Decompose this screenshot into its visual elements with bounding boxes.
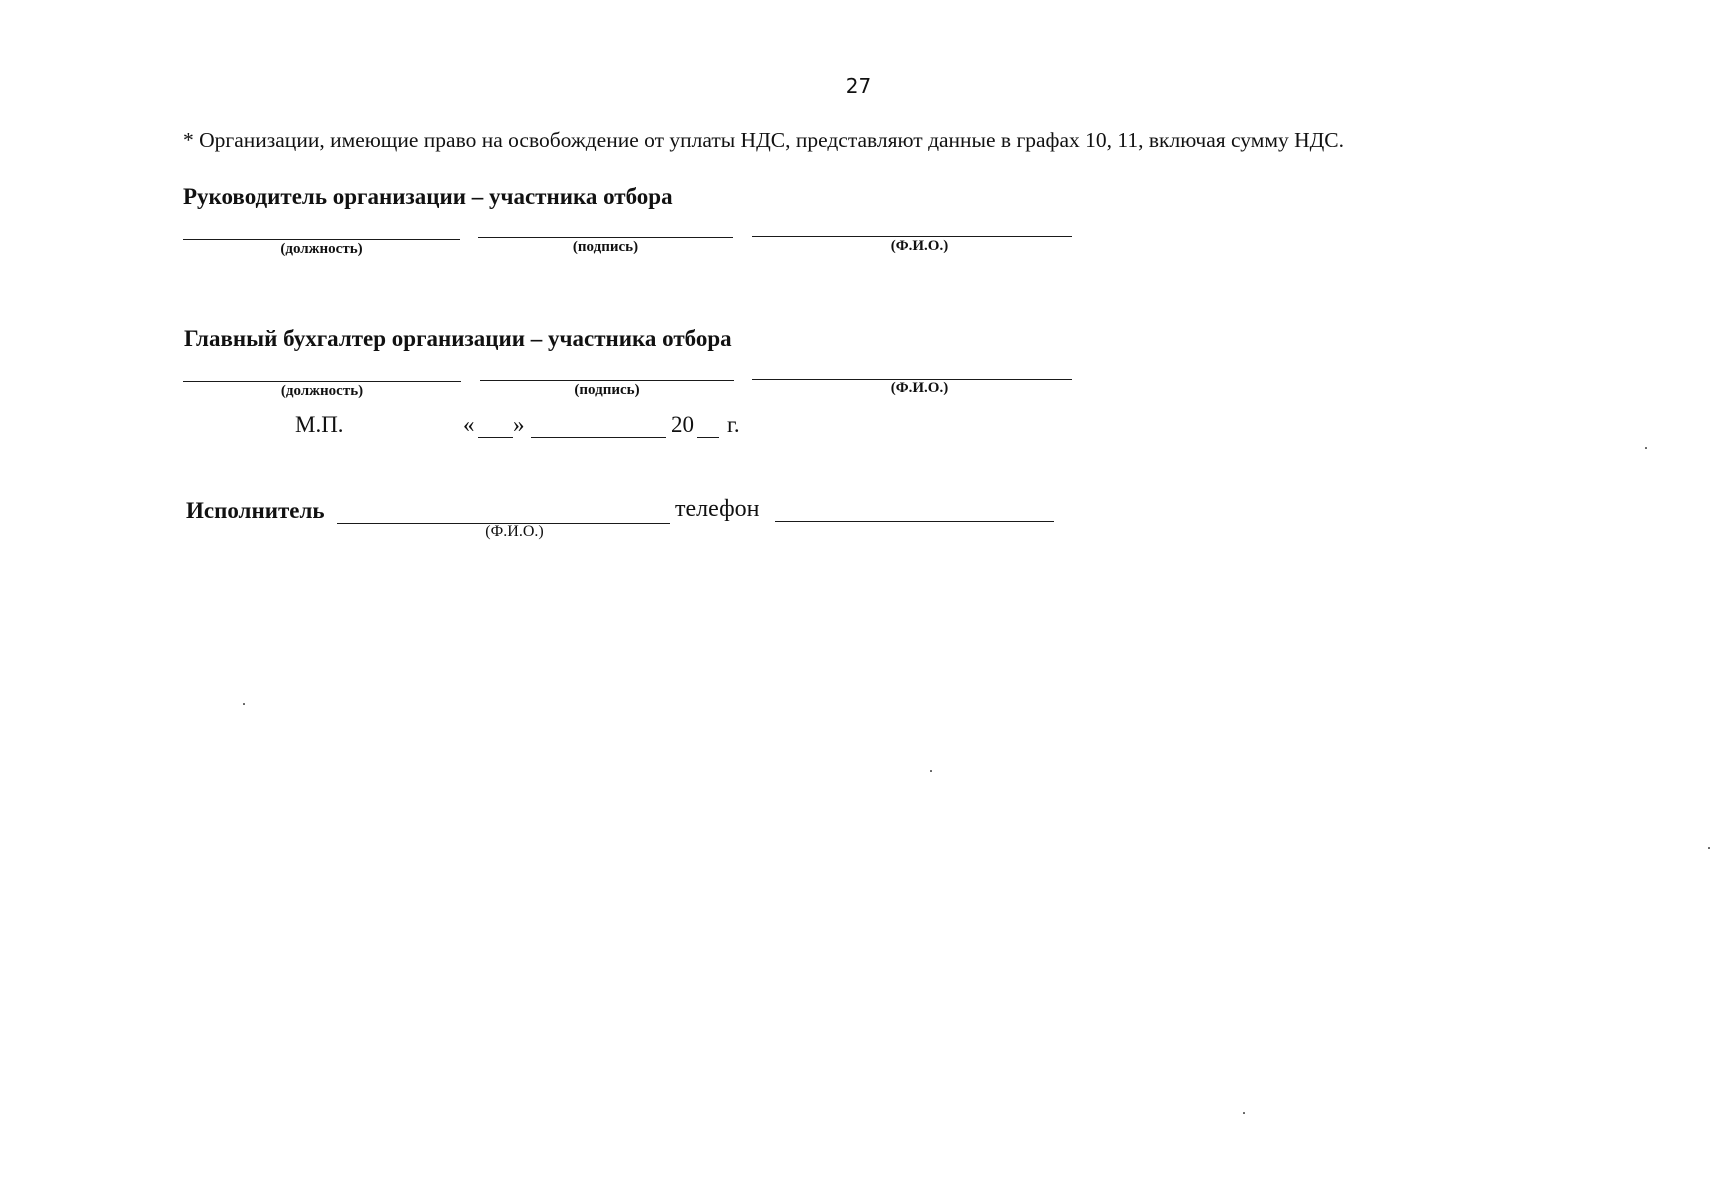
accountant-block-title: Главный бухгалтер организации – участника отбора (184, 326, 732, 351)
date-year-blank[interactable] (697, 437, 719, 438)
accountant-signature-caption: (подпись) (574, 382, 640, 398)
head-signature-line[interactable] (478, 237, 733, 238)
date-close-quote: » (513, 412, 525, 437)
head-signature-caption: (подпись) (572, 239, 639, 255)
head-block-title: Руководитель организации – участника отбора (183, 184, 673, 209)
phone-number-line[interactable] (775, 521, 1054, 522)
date-year-suffix: г. (727, 412, 740, 437)
scan-speck (1243, 1112, 1245, 1114)
scan-speck (1708, 847, 1710, 849)
scan-speck (1645, 447, 1647, 449)
executor-label: Исполнитель (186, 498, 325, 523)
accountant-name-caption: (Ф.И.О.) (890, 380, 949, 396)
date-year-prefix: 20 (671, 412, 694, 437)
head-position-line[interactable] (183, 239, 460, 240)
accountant-position-caption: (должность) (280, 383, 364, 399)
page-number: 27 (845, 74, 872, 98)
accountant-position-line[interactable] (183, 381, 461, 382)
date-open-quote: « (463, 412, 475, 437)
head-name-caption: (Ф.И.О.) (890, 238, 949, 254)
phone-label: телефон (675, 496, 760, 522)
vat-footnote: * Организации, имеющие право на освобождение от уплаты НДС, представляют данные в графах 10, 11, включая сумму НДС. (183, 128, 1345, 152)
scan-speck (930, 770, 932, 772)
executor-name-caption: (Ф.И.О.) (485, 523, 544, 540)
scan-speck (243, 703, 245, 705)
date-day-blank[interactable] (478, 437, 513, 438)
accountant-signature-line[interactable] (480, 380, 734, 381)
head-position-caption: (должность) (280, 241, 363, 257)
head-name-line[interactable] (752, 236, 1072, 237)
seal-placeholder: М.П. (295, 412, 344, 437)
date-month-blank[interactable] (531, 437, 666, 438)
